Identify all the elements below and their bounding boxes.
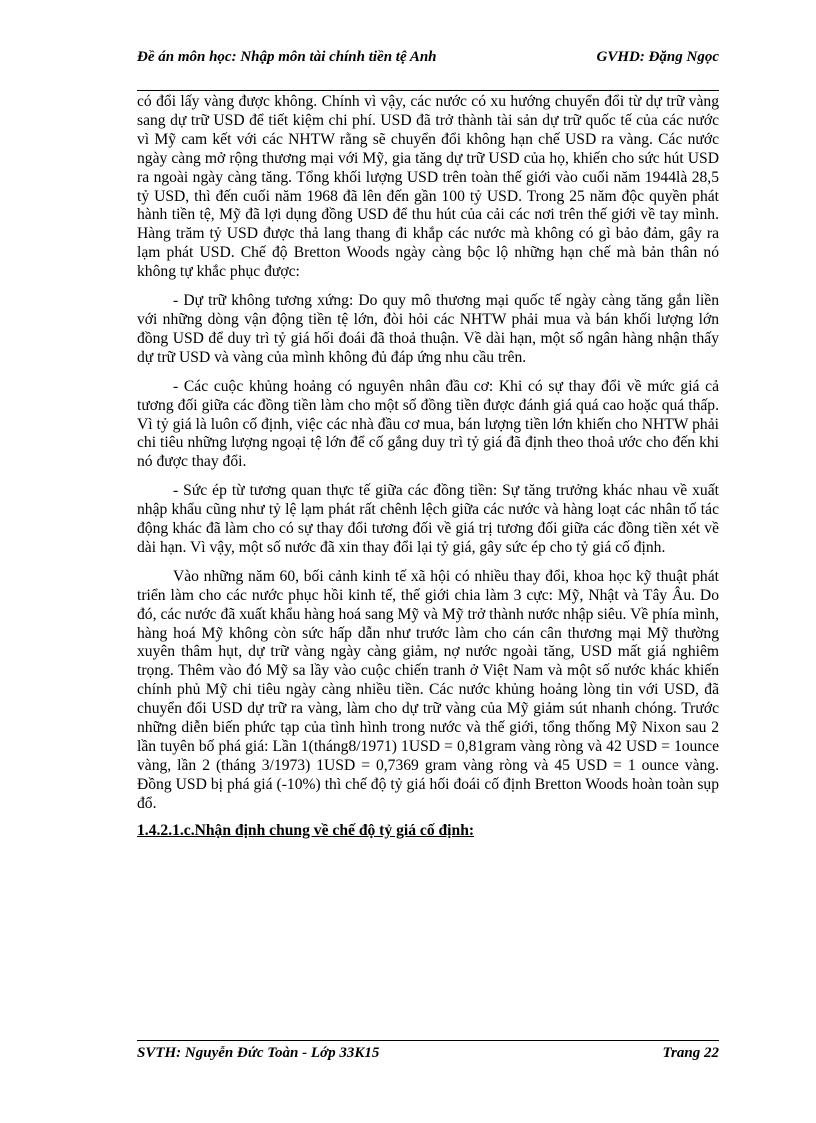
header-instructor: GVHD: Đặng Ngọc xyxy=(596,49,719,65)
header-course-title: Đề án môn học: Nhập môn tài chính tiền tệ Anh xyxy=(137,49,437,65)
paragraph-speculation: - Các cuộc khủng hoảng có nguyên nhân đầu cơ: Khi có sự thay đổi về mức giá cả tương đối giữa các đồng tiền làm cho một số đồng tiền được đánh giá quá cao hoặc quá thấp. Vì tỷ giá là luôn cố định, việc các nhà đầu cơ mua, bán lượng tiền lớn khiến cho NHTW phải chi tiêu những lượng ngoại tệ lớn để cố gắng duy trì tỷ giá đã định theo thoả ước cho đến khi nó được thay đổi. xyxy=(137,377,719,471)
paragraph-pressure: - Sức ép từ tương quan thực tế giữa các đồng tiền: Sự tăng trưởng khác nhau về xuất nhập khẩu cũng như tỷ lệ lạm phát rất chênh lệch giữa các nước và hàng loạt các nhân tố tác động khác đã làm cho có sự thay đổi tương đối về giá trị tương đối giữa các đồng tiền xét về dài hạn. Vì vậy, một số nước đã xin thay đổi lại tỷ giá, gây sức ép cho tỷ giá cố định. xyxy=(137,482,719,556)
section-heading: 1.4.2.1.c.Nhận định chung về chế độ tỷ giá cố định: xyxy=(137,821,475,839)
paragraph-reserves: - Dự trữ không tương xứng: Do quy mô thương mại quốc tế ngày càng tăng gắn liền với những dòng vận động tiền tệ lớn, đòi hỏi các NHTW phải mua và bán khối lượng lớn đồng USD để duy trì tỷ giá hối đoái đã thoả thuận. Về dài hạn, một số ngân hàng nhận thấy dự trữ USD và vàng của mình không đủ đáp ứng nhu cầu trên. xyxy=(137,292,719,366)
page-body xyxy=(137,93,719,841)
footer-divider xyxy=(137,1040,719,1041)
paragraph-collapse: Vào những năm 60, bối cảnh kinh tế xã hội có nhiều thay đổi, khoa học kỹ thuật phát triển làm cho các nước phục hồi kinh tế, thế giới chia làm 3 cực: Mỹ, Nhật và Tây Âu. Do đó, các nước đã xuất khẩu hàng hoá sang Mỹ và Mỹ trở thành nước nhập siêu. Về phía mình, hàng hoá Mỹ không còn sức hấp dẫn như trước làm cho cán cân thương mại Mỹ thường xuyên thâm hụt, dự trữ vàng ngày càng giảm, nợ nước ngoài tăng, USD mất giá nghiêm trọng. Thêm vào đó Mỹ sa lầy vào cuộc chiến tranh ở Việt Nam và một số nước khác khiến chính phủ Mỹ chi tiêu ngày càng nhiều tiền. Các nước khủng hoảng lòng tin với USD, đã chuyển đổi USD dự trữ ra vàng, làm cho dự trữ vàng của Mỹ giảm sút nhanh chóng. Trước những diễn biến phức tạp của tình hình trong nước và thế giới, tổng thống Mỹ Nixon sau 2 lần tuyên bố phá giá: Lần 1(tháng8/1971) 1USD = 0,81gram vàng ròng và 42 USD = 1ounce vàng, lần 2 (tháng 3/1973) 1USD = 0,7369 gram vàng ròng và 45 USD = 1 ounce vàng. Đồng USD bị phá giá (-10%) thì chế độ tỷ giá hối đoái cố định Bretton Woods hoàn toàn sụp đổ. xyxy=(137,567,719,812)
footer-page-number: Trang 22 xyxy=(662,1045,719,1061)
page-header xyxy=(137,49,719,89)
footer-student: SVTH: Nguyễn Đức Toàn - Lớp 33K15 xyxy=(137,1045,380,1061)
paragraph-intro: có đổi lấy vàng được không. Chính vì vậy, các nước có xu hướng chuyển đổi từ dự trữ vàng sang dự trữ USD để tiết kiệm chi phí. USD đã trở thành tài sản dự trữ quốc tế của các nước vì Mỹ cam kết với các NHTW rằng sẽ chuyển đổi không hạn chế USD ra vàng. Các nước ngày càng mở rộng thương mại với Mỹ, gia tăng dự trữ USD của họ, khiến cho sức hút USD ra ngoài ngày càng tăng. Tổng khối lượng USD trên toàn thế giới vào cuối năm 1944là 28,5 tỷ USD, thì đến cuối năm 1968 đã lên đến gần 100 tỷ USD. Trong 25 năm độc quyền phát hành tiền tệ, Mỹ đã lợi dụng đồng USD để thu hút của cải các nơi trên thế giới về tay mình. Hàng trăm tỷ USD được thả lang thang đi khắp các nước mà không có gì bảo đảm, gây ra lạm phát USD. Chế độ Bretton Woods ngày càng bộc lộ những hạn chế mà bản thân nó không tự khắc phục được: xyxy=(137,93,719,281)
header-divider xyxy=(137,90,719,91)
page-footer xyxy=(137,1045,719,1065)
